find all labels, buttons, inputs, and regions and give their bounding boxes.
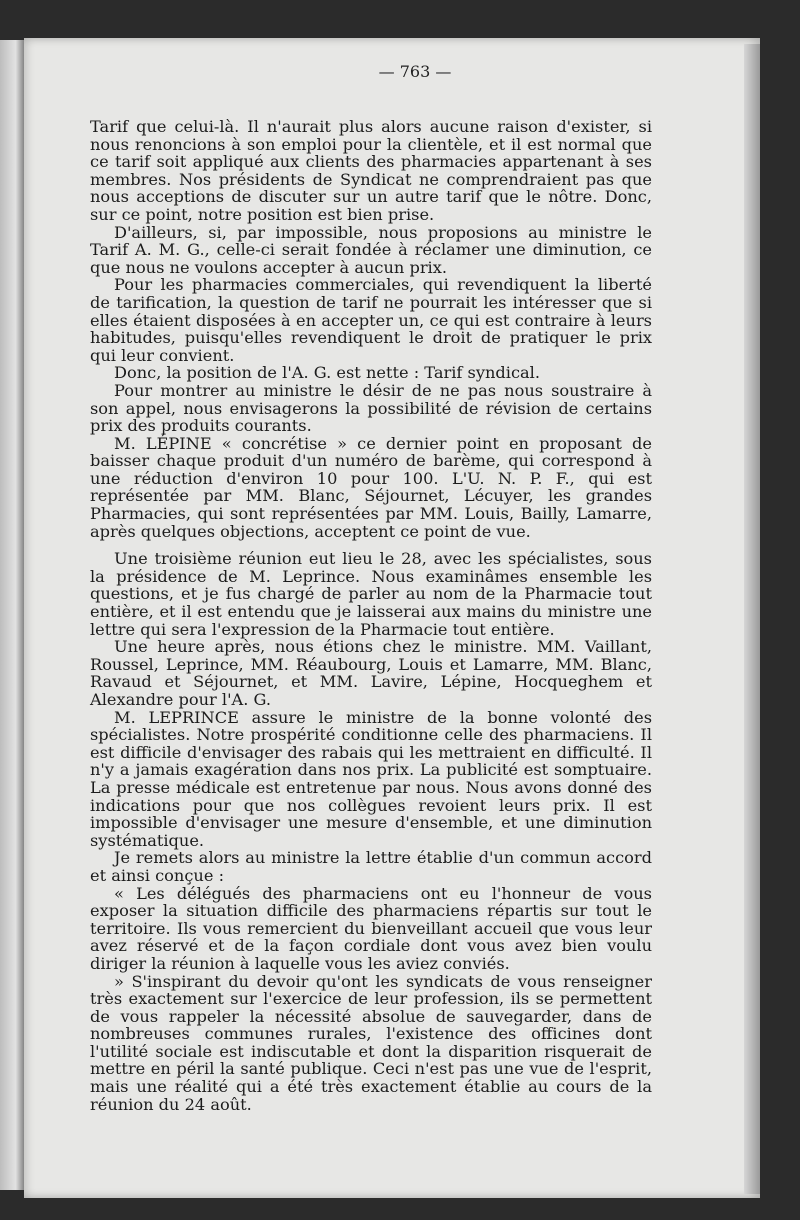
paragraph: Pour montrer au ministre le désir de ne pas nous soustraire à son appel, nous envisagerons la possibilité de révision de certains prix des produits courants. [90,380,652,436]
paragraph: Tarif que celui-là. Il n'aurait plus alors aucune raison d'exister, si nous renoncions à son emploi pour la clientèle, et il est normal que ce tarif soit appliqué aux clients des pharmacies appartenant à ses membres. Nos présidents de Syndicat ne comprendraient pas que nous acceptions de discuter sur un autre tarif que le nôtre. Donc, sur ce point, notre position est bien prise. [90,117,652,224]
paragraph: Une troisième réunion eut lieu le 28, avec les spécialistes, sous la présidence de M. Leprince. Nous examinâmes ensemble les questions, et je fus chargé de parler au nom de la Pharmacie tout entière, et il est entendu que je laisserai aux mains du ministre une lettre qui sera l'expression de la Pharmacie tout entière. [90,549,652,639]
paragraph: Pour les pharmacies commerciales, qui revendiquent la liberté de tarification, la question de tarif ne pourrait les intéresser que si elles étaient disposées à en accepter un, ce qui est contraire à leurs habitudes, puisqu'elles revendiquent le droit de pratiquer le prix qui leur convient. [90,275,652,365]
quoted-letter-paragraph: » S'inspirant du devoir qu'ont les syndicats de vous renseigner très exactement sur l'exercice de leur profession, ils se permettent de vous rappeler la nécessité absolue de sauvegarder, dans de nombreuses communes rurales, l'existence des officines dont l'utilité sociale est indiscutable et dont la disparition risquerait de mettre en péril la santé publique. Ceci n'est pas une vue de l'esprit, mais une réalité qui a été très exactement établie au cours de la réunion du 24 août. [90,971,652,1114]
paragraph: M. LÉPINE « concrétise » ce dernier point en proposant de baisser chaque produit d'un numéro de barème, qui correspond à une réduction d'environ 10 pour 100. L'U. N. P. F., qui est représentée par MM. Blanc, Séjournet, Lécuyer, les grandes Pharmacies, qui sont représentées par MM. Louis, Bailly, Lamarre, après quelques objections, acceptent ce point de vue. [90,433,652,541]
paragraph: Donc, la position de l'A. G. est nette : Tarif syndical. [114,363,540,383]
quoted-letter-paragraph: « Les délégués des pharmaciens ont eu l'honneur de vous exposer la situation difficile des pharmaciens répartis sur tout le territoire. Ils vous remercient du bienveillant accueil que vous leur avez réservé et de la façon cordiale dont vous avez bien voulu diriger la réunion à laquelle vous les aviez conviés. [90,883,652,973]
paragraph: D'ailleurs, si, par impossible, nous proposions au ministre le Tarif A. M. G., celle-ci serait fondée à réclamer une diminution, ce que nous ne voulons accepter à aucun prix. [90,222,652,277]
paragraph: Une heure après, nous étions chez le ministre. MM. Vaillant, Roussel, Leprince, MM. Réaubourg, Louis et Lamarre, MM. Blanc, Ravaud et Séjournet, et MM. Lavire, Lépine, Hocqueghem et Alexandre pour l'A. G. [90,637,652,709]
adjacent-page-edge [0,40,26,1190]
paragraph: Je remets alors au ministre la lettre établie d'un commun accord et ainsi conçue : [90,848,652,885]
page-stack-edge [744,44,760,1194]
body-text [90,118,652,1113]
page-number: — 763 — [378,62,452,81]
paragraph: M. LEPRINCE assure le ministre de la bonne volonté des spécialistes. Notre prospérité conditionne celle des pharmaciens. Il est difficile d'envisager des rabais qui les mettraient en difficulté. Il n'y a jamais exagération dans nos prix. La publicité est somptuaire. La presse médicale est entretenue par nous. Nous avons donné des indications pour que nos collègues revoient leurs prix. Il est impossible d'envisager une mesure d'ensemble, et une diminution systématique. [90,707,652,850]
